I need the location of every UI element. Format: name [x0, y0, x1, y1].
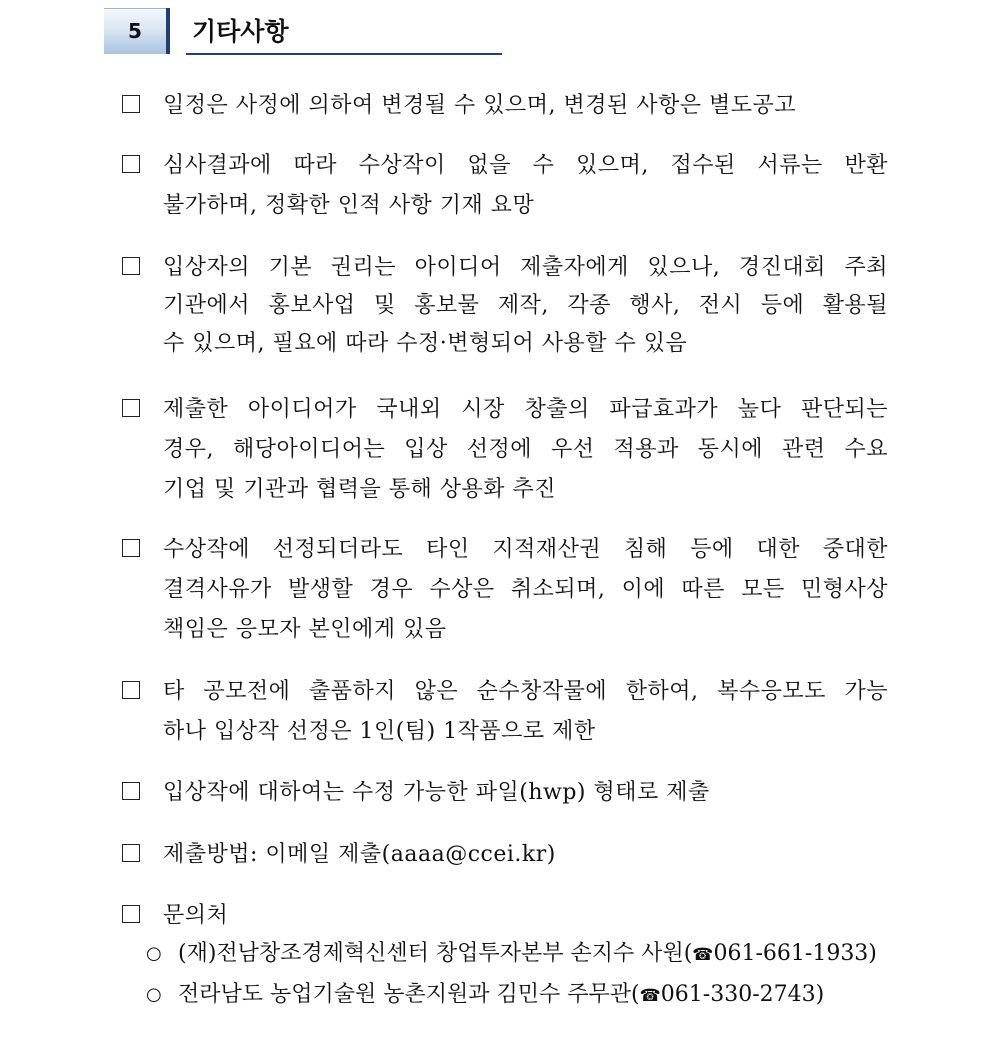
item-text-line: 문의처 — [163, 903, 229, 928]
item-text-line: 책임은 응모자 본인에게 있음 — [163, 617, 447, 642]
contact-text — [178, 938, 877, 971]
checkbox-icon — [122, 257, 140, 275]
item-text-line: 제출한 아이디어가 국내외 시장 창출의 파급효과가 높다 판단되는 — [163, 397, 888, 422]
checkbox-icon — [122, 399, 140, 417]
checkbox-icon — [122, 905, 140, 923]
checkbox-icon — [122, 95, 140, 113]
item-text-line: 경우, 해당아이디어는 입상 선정에 우선 적용과 동시에 관련 수요 — [163, 437, 888, 462]
checkbox-icon — [122, 155, 140, 173]
checkbox-icon — [122, 681, 140, 699]
item-text-line: 수상작에 선정되더라도 타인 지적재산권 침해 등에 대한 중대한 — [163, 537, 888, 562]
section-title: 기타사항 — [192, 17, 289, 46]
item-text-line: 기업 및 기관과 협력을 통해 상용화 추진 — [163, 477, 556, 502]
item-text-line: 결격사유가 발생할 경우 수상은 취소되며, 이에 따른 모든 민형사상 — [163, 577, 888, 602]
section-title-underline — [186, 53, 502, 55]
item-text-line: 입상자의 기본 권리는 아이디어 제출자에게 있으나, 경진대회 주최 — [163, 255, 888, 280]
phone-icon: ☎ — [692, 945, 714, 965]
contact-item — [146, 938, 906, 970]
contact-phone: 061-661-1933) — [713, 941, 877, 966]
item-text-line: 심사결과에 따라 수상작이 없을 수 있으며, 접수된 서류는 반환 — [163, 153, 888, 178]
section-number-badge: 5 — [104, 8, 170, 54]
contact-item — [146, 979, 906, 1011]
item-text-line: 하나 입상작 선정은 1인(팀) 1작품으로 제한 — [163, 719, 596, 744]
item-text-line: 제출방법: 이메일 제출(aaaa@ccei.kr) — [163, 842, 556, 867]
item-text-line: 기관에서 홍보사업 및 홍보물 제작, 각종 행사, 전시 등에 활용될 — [163, 293, 888, 318]
phone-icon: ☎ — [639, 986, 661, 1006]
section-header — [104, 8, 504, 56]
checkbox-icon — [122, 539, 140, 557]
contact-label: 전라남도 농업기술원 농촌지원과 김민수 주무관( — [178, 982, 640, 1007]
item-text-line: 불가하며, 정확한 인적 사항 기재 요망 — [163, 193, 535, 218]
item-text-line: 수 있으며, 필요에 따라 수정·변형되어 사용할 수 있음 — [163, 331, 688, 356]
circle-bullet: ○ — [146, 943, 162, 964]
contact-label: (재)전남창조경제혁신센터 창업투자본부 손지수 사원( — [178, 941, 693, 966]
item-text-line: 타 공모전에 출품하지 않은 순수창작물에 한하여, 복수응모도 가능 — [163, 679, 888, 704]
contact-text — [178, 979, 824, 1012]
contact-phone: 061-330-2743) — [660, 982, 825, 1007]
checkbox-icon — [122, 782, 140, 800]
item-text-line: 입상작에 대하여는 수정 가능한 파일(hwp) 형태로 제출 — [163, 780, 710, 805]
circle-bullet: ○ — [146, 984, 162, 1005]
item-text-line: 일정은 사정에 의하여 변경될 수 있으며, 변경된 사항은 별도공고 — [163, 93, 796, 118]
checkbox-icon — [122, 844, 140, 862]
